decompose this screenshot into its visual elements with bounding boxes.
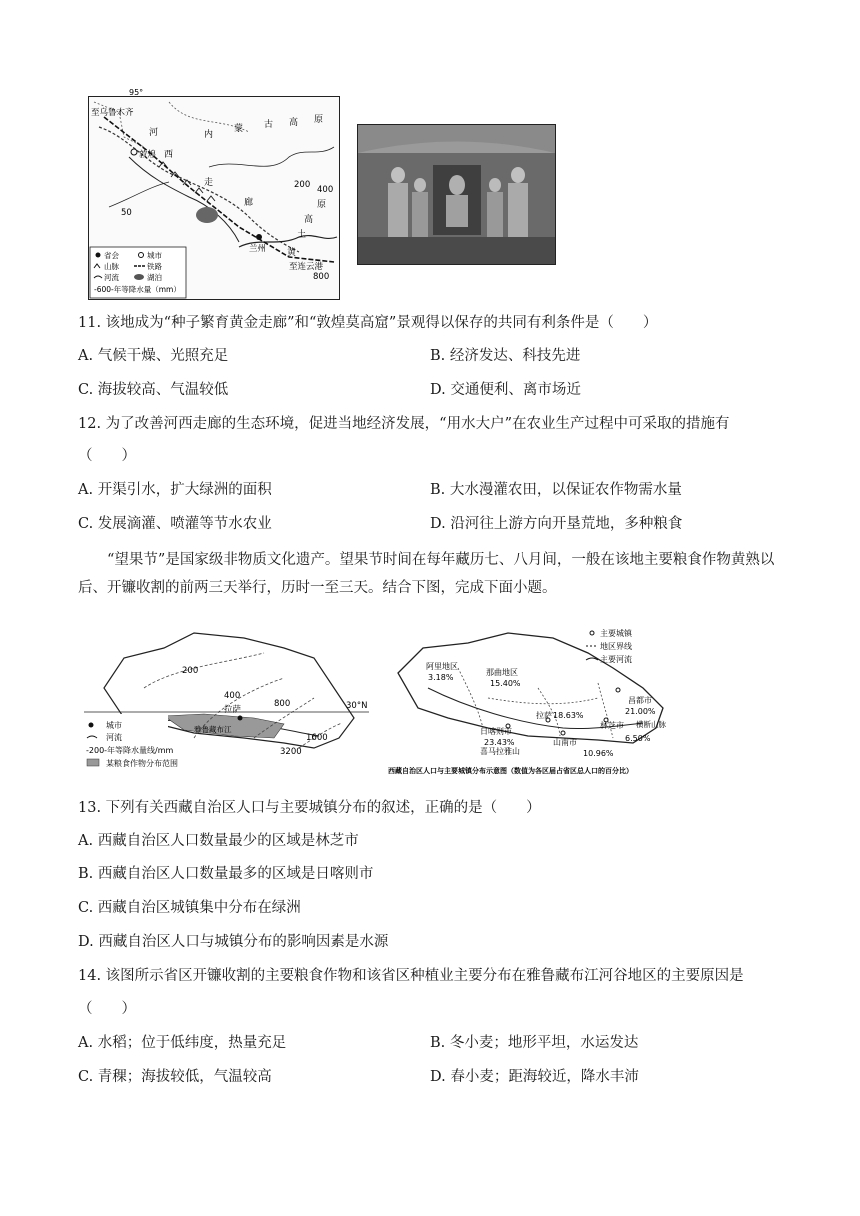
place-label: 至连云港 [289,262,324,272]
isoline-label: 1600 [306,733,328,743]
map-caption: 西藏自治区人口与主要城镇分布示意图（数值为各区届占省区总人口的百分比） [388,767,633,775]
region-pct-chamdo: 21.00% [625,707,656,716]
place-label: 走 [204,178,214,188]
region-name-shigatse: 日喀则市 [480,727,512,736]
legend-city: 城市 [147,251,162,260]
hexi-corridor-map [88,88,340,300]
isoline-label: 200 [294,180,311,190]
place-label: 古 [264,120,274,130]
isoline-label: 400 [224,691,241,701]
mogao-grotto-photo [357,124,556,265]
question-11-stem: 11. 该地成为“种子繁育黄金走廊”和“敦煌莫高窟”景观得以保存的共同有利条件是（ ） [78,315,658,331]
legend-border: 地区界线 [600,642,632,651]
place-label: 内 [204,130,214,140]
q12-option-c[interactable]: C. 发展滴灌、喷灌等节水农业 [78,516,272,532]
q11-option-a[interactable]: A. 气候干燥、光照充足 [78,348,229,364]
place-label: 敦煌 [139,150,157,160]
q13-option-d[interactable]: D. 西藏自治区人口与城镇分布的影响因素是水源 [78,934,389,950]
question-14-paren: （ ） [78,1001,136,1017]
question-12-stem: 12. 为了改善河西走廊的生态环境，促进当地经济发展，“用水大户”在农业生产过程中可采取的措施有 [78,416,730,432]
legend-town: 主要城镇 [600,629,632,638]
isoline-label: 50 [121,208,132,218]
place-label: 土 [297,230,307,240]
question-14-stem: 14. 该图所示省区开镰收割的主要粮食作物和该省区种植业主要分布在雅鲁藏布江河谷地区的主要原因是 [78,968,744,984]
place-label: 蒙 [234,124,244,134]
isoline-label: 3200 [280,747,302,757]
mountain-label: 喜马拉雅山 [480,747,520,756]
place-label: 廊 [244,198,254,208]
q13-option-b[interactable]: B. 西藏自治区人口数量最多的区域是日喀则市 [78,866,374,882]
region-name-nagqu: 那曲地区 [486,668,518,677]
passage-text: “望果节”是国家级非物质文化遗产。望果节时间在每年藏历七、八月间，一般在该地主要粮食作物黄熟以后、开镰收割的前两三天举行，历时一至三天。结合下图，完成下面小题。 [78,552,775,596]
legend-isoline: -200-年等降水量线/mm [86,746,174,755]
q12-option-d[interactable]: D. 沿河往上游方向开垦荒地，多种粮食 [430,516,683,532]
q13-option-a[interactable]: A. 西藏自治区人口数量最少的区域是林芝市 [78,833,359,849]
region-name-ali: 阿里地区 [426,662,458,671]
legend-city: 城市 [106,721,122,730]
q14-option-c[interactable]: C. 青稞；海拔较低，气温较高 [78,1069,272,1085]
place-label: 黄 [287,248,297,258]
region-pct-nyingchi: 6.50% [625,734,651,743]
legend-mountain: 山脉 [104,262,119,271]
q12-option-b[interactable]: B. 大水漫灌农田，以保证农作物需水量 [430,482,682,498]
lat-label: 30°N [346,701,368,711]
region-name-chamdo: 昌都市 [628,696,652,705]
place-label: 兰州 [249,244,267,254]
lon-label: 95° [129,88,144,97]
legend-railway: 铁路 [147,262,162,271]
place-label: 原 [314,115,324,125]
legend-river: 主要河流 [600,655,632,664]
q12-option-a[interactable]: A. 开渠引水，扩大绿洲的面积 [78,482,272,498]
q11-option-d[interactable]: D. 交通便利、离市场近 [430,382,581,398]
place-label: 西 [164,150,174,160]
region-pct-lhasa: 18.63% [553,711,584,720]
place-label: 河 [149,128,159,138]
region-name-lhasa: 拉萨 [536,711,552,720]
city-label: 拉萨 [224,705,242,715]
region-name-shannan: 山南市 [553,738,577,747]
isoline-label: 400 [317,185,334,195]
tibet-precipitation-map [84,628,374,774]
region-name-nyingchi: 林芝市 [600,721,624,730]
legend-isoline: -600-年等降水量（mm） [94,285,181,294]
region-pct-shigatse: 23.43% [484,738,515,747]
q14-option-a[interactable]: A. 水稻；位于低纬度，热量充足 [78,1035,287,1051]
isoline-label: 200 [182,666,199,676]
legend-river: 河流 [106,733,122,742]
tibet-population-map [388,628,686,778]
legend-crop: 某粮食作物分布范围 [106,759,178,768]
place-label: 至乌鲁木齐 [91,108,134,118]
question-13-stem: 13. 下列有关西藏自治区人口与主要城镇分布的叙述，正确的是（ ） [78,800,541,816]
q11-option-b[interactable]: B. 经济发达、科技先进 [430,348,581,364]
q14-option-b[interactable]: B. 冬小麦；地形平坦，水运发达 [430,1035,639,1051]
q14-option-d[interactable]: D. 春小麦；距海较近，降水丰沛 [430,1069,639,1085]
mountain-label: 横断山脉 [636,720,666,729]
region-pct-shannan: 10.96% [583,749,614,758]
question-12-paren: （ ） [78,448,136,464]
place-label: 原 [317,200,327,210]
place-label: 高 [289,118,299,128]
q13-option-c[interactable]: C. 西藏自治区城镇集中分布在绿洲 [78,900,301,916]
isoline-label: 800 [274,699,291,709]
legend-capital: 省会 [104,251,119,260]
place-label: 高 [304,215,314,225]
region-pct-ali: 3.18% [428,673,454,682]
legend-lake: 湖泊 [147,273,162,282]
legend-river: 河流 [104,273,119,282]
region-pct-nagqu: 15.40% [490,679,521,688]
river-label: 雅鲁藏布江 [194,725,232,734]
q11-option-c[interactable]: C. 海拔较高、气温较低 [78,382,229,398]
isoline-label: 800 [313,272,330,282]
